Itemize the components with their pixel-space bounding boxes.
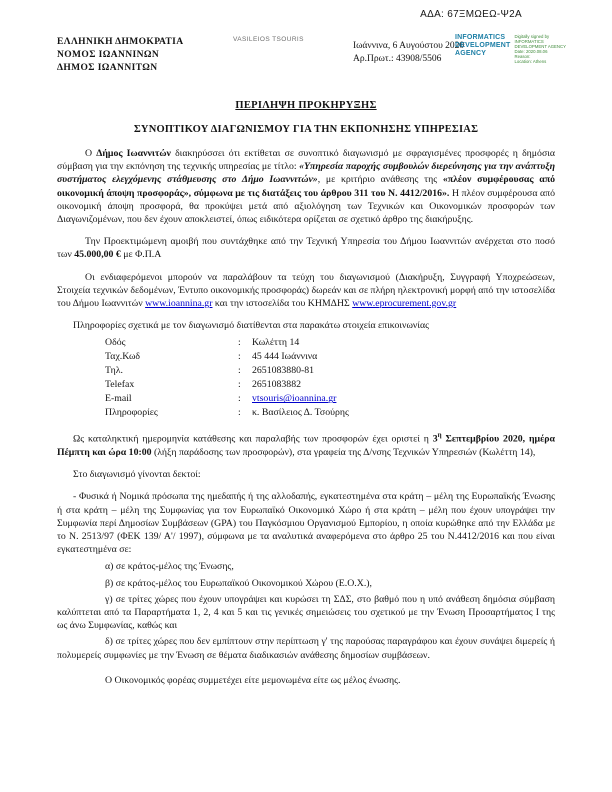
stamp-agency-line: AGENCY [455, 50, 487, 57]
contact-value: 2651083880-81 [252, 365, 315, 377]
contact-value: κ. Βασίλειος Δ. Τσούρης [252, 407, 349, 419]
stamp-detail-line: Reason: [514, 54, 531, 59]
contact-row-street [105, 336, 555, 350]
stamp-detail-line: Date: 2020.08.06 [514, 49, 548, 54]
contact-label: Telefax [105, 379, 135, 391]
budget-amount: 45.000,00 € [74, 249, 121, 261]
text-run: με Φ.Π.Α [120, 249, 162, 261]
contact-row-telefax [105, 378, 555, 392]
contact-label: Πληροφορίες [105, 407, 158, 419]
text-run-bold: Δήμος Ιωαννιτών [96, 148, 171, 159]
digital-signer-name: VASILEIOS TSOURIS [233, 36, 304, 43]
text-run: διακηρύσσει ότι εκτίθεται σε συνοπτικό διαγωνισμό με σφραγισμένες προσφορές η δημόσια σύμβαση για την εκπόνηση της τεχνικής υπηρεσίας με τίτλο: [57, 148, 556, 173]
authority-line-prefecture: ΝΟΜΟΣ ΙΩΑΝΝΙΝΩΝ [57, 50, 160, 60]
stamp-detail-line: Location: Athens [514, 59, 547, 64]
text-run: , με κριτήριο ανάθεσης της [317, 174, 443, 186]
text-run: Οι ενδιαφερόμενοι μπορούν να παραλάβουν τα τεύχη του διαγωνισμού (Διακήρυξη, Συγγραφή Υποχρεώσεων, Στοιχεία τεχνικών δεδομένων, Έντυπο οικονομικής προσφοράς) δωρεάν και σε πλήρη ηλεκτρονική μορφή από την ιστοσελίδα του Δήμου Ιωαννιτών [57, 271, 555, 310]
stamp-agency-line: INFORMATICS [455, 34, 506, 41]
text-run: Η πλέον συμφέρουσα από οικονομική άποψη προσφορά, θα προκύψει μετά από αξιολόγηση των Τεχνικών και Οικονομικών προσφορών των Διαγωνιζομένων, που δεν έχουν αποκλειστεί, όπως ειδικότερα ορίζεται σε σχετικό άρθρο της διακήρυξης. [57, 187, 556, 226]
contact-label: Οδός [105, 337, 126, 349]
deadline-day: 3 [432, 433, 438, 445]
protocol-number: Αρ.Πρωτ.: 43908/5506 [353, 54, 442, 64]
contact-row-person [105, 406, 555, 420]
contact-colon: : [238, 351, 241, 363]
contact-colon: : [238, 337, 241, 349]
stamp-agency-name [455, 34, 510, 64]
contact-row-postcode [105, 350, 555, 364]
contact-row-phone [105, 364, 555, 378]
text-run: Ως καταληκτική ημερομηνία κατάθεσης και παραλαβής των προσφορών έχει οριστεί η [73, 433, 433, 445]
authority-line-republic: ΕΛΛΗΝΙΚΗ ΔΗΜΟΚΡΑΤΙΑ [57, 37, 184, 47]
place-date: Ιωάννινα, 6 Αυγούστου 2020 [353, 41, 465, 51]
contact-value: 2651083882 [252, 379, 301, 391]
digital-signature-stamp [455, 34, 572, 64]
issuing-authority [57, 36, 183, 75]
award-criterion-text: «πλέον συμφέρουσας από οικονομική άποψη προσφοράς», σύμφωνα με τις διατάξεις του άρθρου 311 του Ν. 4412/2016». [57, 174, 555, 199]
text-run: Φυσικά ή Νομικά πρόσωπα της ημεδαπής ή της αλλοδαπής, εγκατεστημένα στα κράτη – μέλη της Ευρωπαϊκής Ένωσης ή στα κράτη – μέλη της Συμφωνίας για τον Ευρωπαϊκό Οικονομικό Χώρο ή στα κράτη – μέλη που έχουν υπογράψει την Συμφωνία περί Δημοσίων Συμβάσεων (GPA) του Παγκόσμιου Οργανισμού Εμπορίου, η οποία κυρώθηκε από την Ελλάδα με το Ν. 2513/97 (ΦΕΚ 139/ Α'/ 1997), σύμφωνα με τα αναλυτικά αναφερόμενα στο άρθρο 25 του Ν.4412/2016 και που είναι εγκατεστημένα σε: [57, 491, 556, 556]
contact-row-email [105, 392, 555, 406]
contact-label: E-mail [105, 393, 132, 405]
contact-colon: : [238, 379, 241, 391]
contact-label: Ταχ.Κωδ [105, 351, 141, 363]
paragraph-eligible-entities [57, 490, 555, 556]
eligibility-item-a: α) σε κράτος-μέλος της Ένωσης, [105, 561, 234, 573]
stamp-detail-line: Digitally signed by [514, 34, 550, 39]
kimdis-website-link[interactable]: www.eprocurement.gov.gr [352, 298, 457, 310]
paragraph-budget [57, 235, 555, 261]
text-run: (λήξη παράδοσης των προσφορών), στα γραφεία της Δ/νσης Τεχνικών Υπηρεσιών (Κωλέττη 14), [151, 446, 536, 458]
paragraph-eligibility-intro: Στο διαγωνισμό γίνονται δεκτοί: [73, 469, 201, 481]
contact-value: Κωλέττη 14 [252, 337, 300, 349]
municipality-website-link[interactable]: www.ioannina.gr [145, 298, 213, 310]
text-run: Ο [85, 148, 97, 159]
paragraph-closing: Ο Οικονομικός φορέας συμμετέχει είτε μεμονωμένα είτε ως μέλος ένωσης. [105, 674, 401, 686]
stamp-signature-details [514, 34, 572, 64]
document-title: ΠΕΡΙΛΗΨΗ ΠΡΟΚΗΡΥΞΗΣ [235, 100, 377, 111]
paragraph-documents [57, 271, 555, 311]
contract-title-text: «Υπηρεσία παροχής συμβουλών διερεύνησης για την ανάπτυξη συστήματος ελεγχόμενης στάθμευσης στο Δήμο Ιωαννιτών» [57, 161, 555, 186]
contact-colon: : [238, 365, 241, 377]
contact-value: 45 444 Ιωάννινα [252, 351, 318, 363]
paragraph-contact-intro: Πληροφορίες σχετικά με τον διαγωνισμό διατίθενται στα παρακάτω στοιχεία επικοινωνίας [73, 320, 429, 332]
deadline-ordinal-sup: η [437, 431, 442, 440]
contact-details-block [105, 336, 555, 420]
date-protocol-block [353, 40, 464, 66]
stamp-detail-line: DEVELOPMENT AGENCY [514, 44, 566, 49]
contact-colon: : [238, 393, 241, 405]
stamp-agency-line: DEVELOPMENT [455, 42, 511, 49]
contact-email-link[interactable]: vtsouris@ioannina.gr [252, 393, 337, 405]
list-dash: - [73, 491, 77, 503]
text-run: και την ιστοσελίδα του ΚΗΜΔΗΣ [212, 298, 353, 310]
paragraph-announcement [57, 147, 555, 226]
contact-colon: : [238, 407, 241, 419]
contact-label: Τηλ. [105, 365, 123, 377]
paragraph-deadline [57, 429, 555, 459]
eligibility-item-c: γ) σε τρίτες χώρες που έχουν υπογράψει και κυρώσει τη ΣΔΣ, στο βαθμό που η υπό ανάθεση δημόσια σύμβαση καλύπτεται από τα Παραρτήματα 1, 2, 4 και 5 και τις γενικές σημειώσεις του σχετικού με την Ένωση Προσαρτήματος Ι της ως άνω Συμφωνίας, καθώς και [57, 593, 555, 632]
stamp-detail-line: INFORMATICS [514, 39, 544, 44]
document-subtitle: ΣΥΝΟΠΤΙΚΟΥ ΔΙΑΓΩΝΙΣΜΟΥ ΓΙΑ ΤΗΝ ΕΚΠΟΝΗΣΗΣ ΥΠΗΡΕΣΙΑΣ [133, 124, 479, 135]
deadline-date-time: Σεπτεμβρίου 2020, ημέρα Πέμπτη και ώρα 10:00 [57, 433, 555, 458]
ada-number: ΑΔΑ: 67ΞΜΩΕΩ-Ψ2Α [420, 9, 522, 20]
eligibility-item-d: δ) σε τρίτες χώρες που δεν εμπίπτουν στην περίπτωση γ' της παρούσας παραγράφου και έχουν συνάψει διμερείς ή πολυμερείς συμφωνίες με την Ένωση σε θέματα διαδικασιών ανάθεσης δημοσίων συμβάσεων. [57, 636, 555, 661]
text-run: Την Προεκτιμώμενη αμοιβή που συντάχθηκε από την Τεχνική Υπηρεσία του Δήμου Ιωαννιτών ανέρχεται στο ποσό των [57, 236, 555, 261]
eligibility-item-b: β) σε κράτος-μέλος του Ευρωπαϊκού Οικονομικού Χώρου (Ε.Ο.Χ.), [105, 577, 372, 589]
authority-line-municipality: ΔΗΜΟΣ ΙΩΑΝΝΙΤΩΝ [57, 63, 158, 73]
